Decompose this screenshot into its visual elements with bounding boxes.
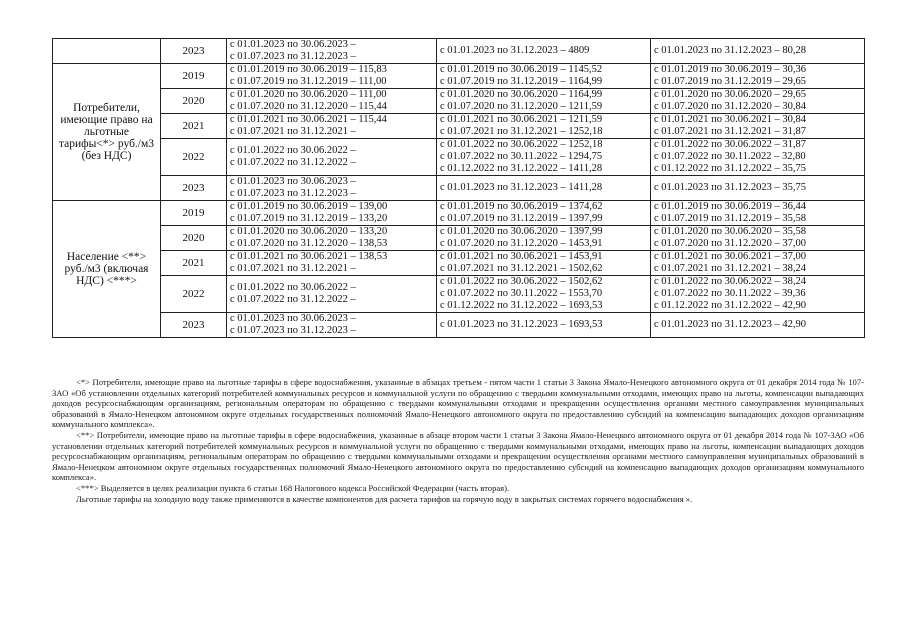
footnote-double-asterisk: <**> Потребители, имеющие право на льготные тарифы в сфере водоснабжения, указанные в абзаце втором части 1 статьи 3 Закона Ямало-Ненецкого автономного округа от 01 декабря 2014 года № 107-ЗАО «Об установлении отдельных категорий потребителей коммунальных ресурсов и коммунальной услуги по обращению с твердыми коммунальными отходами, имеющих право на льготы, компенсации выпадающих доходов ресурсоснабжающим организациям, региональным операторам по обращению с твердыми коммунальными отходами и прекращении осуществления органами местного самоуправления муниципальных образований в Ямало-Ненецком автономном округе отдельных государственных полномочий Ямало-Ненецкого автономного округа по предоставлению субсидий на компенсацию выпадающих доходов организациям коммунального комплекса». [52,429,864,483]
tariff-line: с 01.12.2022 по 31.12.2022 – 1411,28 [440,163,603,174]
tariff-cell-c2 [437,251,651,276]
tariff-cell-c1 [227,114,437,139]
tariff-line: с 01.01.2021 по 30.06.2021 – 138,53 [230,251,388,262]
table-row [53,226,865,251]
tariff-cell-c3 [651,176,865,201]
year-cell: 2020 [161,226,227,251]
tariff-line: с 01.01.2019 по 30.06.2019 – 1145,52 [440,64,603,75]
tariff-line: с 01.07.2019 по 31.12.2019 – 29,65 [654,76,807,87]
table-row [53,114,865,139]
tariff-line: с 01.07.2022 по 31.12.2022 – [230,294,356,305]
table-row [53,251,865,276]
tariff-line: с 01.01.2021 по 30.06.2021 – 37,00 [654,251,807,262]
tariff-cell-c2 [437,39,651,64]
tariff-line: с 01.01.2023 по 30.06.2023 – [230,39,356,50]
tariff-line: с 01.07.2020 по 31.12.2020 – 1453,91 [440,238,603,249]
tariff-line: с 01.07.2021 по 31.12.2021 – 1252,18 [440,126,603,137]
tariff-line: с 01.01.2021 по 30.06.2021 – 1211,59 [440,114,603,125]
tariff-cell-c1 [227,226,437,251]
tariff-line: с 01.07.2020 по 31.12.2020 – 1211,59 [440,101,603,112]
tariff-line: с 01.01.2020 по 30.06.2020 – 1397,99 [440,226,603,237]
tariff-line: с 01.01.2019 по 30.06.2019 – 115,83 [230,64,387,75]
category-cell-continued [53,39,161,64]
tariff-line: с 01.01.2023 по 31.12.2023 – 35,75 [654,182,807,193]
tariff-line: с 01.07.2022 по 30.11.2022 – 1553,70 [440,288,603,299]
table-row [53,64,865,89]
tariff-line: с 01.01.2023 по 31.12.2023 – 42,90 [654,319,807,330]
year-cell: 2022 [161,139,227,176]
tariff-line: с 01.01.2020 по 30.06.2020 – 29,65 [654,89,807,100]
tariff-cell-c2 [437,276,651,313]
year-cell: 2019 [161,64,227,89]
tariff-line: с 01.07.2023 по 31.12.2023 – [230,51,356,62]
year-cell: 2023 [161,313,227,338]
year-cell: 2023 [161,176,227,201]
footnote-single-asterisk: <*> Потребители, имеющие право на льготные тарифы в сфере водоснабжения, указанные в абзацах третьем - пятом части 1 статьи 3 Закона Ямало-Ненецкого автономного округа от 01 декабря 2014 года № 107-ЗАО «Об установлении отдельных категорий потребителей коммунальных ресурсов и коммунальной услуги по обращению с твердыми коммунальными отходами, имеющих право на льготы, компенсации выпадающих доходов ресурсоснабжающим организациям, региональным операторам по обращению с твердыми коммунальными отходами и прекращении осуществления органами местного самоуправления муниципальных образований в Ямало-Ненецком автономном округе отдельных государственных полномочий Ямало-Ненецкого автономного округа по предоставлению субсидий на компенсацию выпадающих доходов организациям коммунального комплекса». [52,377,864,430]
tariff-line: с 01.07.2020 по 31.12.2020 – 138,53 [230,238,388,249]
tariff-cell-c1 [227,39,437,64]
tariff-cell-c1 [227,176,437,201]
tariff-cell-c2 [437,226,651,251]
tariff-cell-c3 [651,39,865,64]
tariff-cell-c1 [227,201,437,226]
tariff-cell-c1 [227,64,437,89]
table-row [53,201,865,226]
category-cell: Потребители, имеющие право на льготные тарифы<*> руб./м3 (без НДС) [53,64,161,201]
tariff-line: с 01.01.2021 по 30.06.2021 – 1453,91 [440,251,603,262]
tariff-cell-c3 [651,201,865,226]
tariff-line: с 01.07.2019 по 31.12.2019 – 1397,99 [440,213,603,224]
table-row [53,139,865,176]
tariff-line: с 01.01.2020 по 30.06.2020 – 1164,99 [440,89,603,100]
tariff-line: с 01.01.2020 по 30.06.2020 – 111,00 [230,89,387,100]
tariff-line: с 01.07.2021 по 31.12.2021 – [230,263,356,274]
tariff-cell-c2 [437,114,651,139]
footnotes [52,377,864,504]
footnote-closing-remark: Льготные тарифы на холодную воду также применяются в качестве компонентов для расчета тарифов на горячую воду в закрытых системах горячего водоснабжения ». [76,493,693,504]
tariff-line: с 01.01.2021 по 30.06.2021 – 30,84 [654,114,807,125]
tariff-line: с 01.12.2022 по 31.12.2022 – 1693,53 [440,300,603,311]
tariff-cell-c2 [437,176,651,201]
table-row [53,276,865,313]
tariff-line: с 01.07.2021 по 31.12.2021 – 1502,62 [440,263,603,274]
tariff-cell-c3 [651,114,865,139]
tariff-line: с 01.07.2023 по 31.12.2023 – [230,325,356,336]
tariff-line: с 01.01.2023 по 31.12.2023 – 80,28 [654,45,807,56]
tariff-cell-c2 [437,64,651,89]
year-cell: 2023 [161,39,227,64]
tariff-line: с 01.07.2019 по 31.12.2019 – 111,00 [230,76,387,87]
tariff-line: с 01.01.2022 по 30.06.2022 – 1252,18 [440,139,603,150]
tariff-line: с 01.07.2022 по 30.11.2022 – 32,80 [654,151,806,162]
tariff-cell-c1 [227,89,437,114]
table-row [53,39,865,64]
tariff-line: с 01.01.2022 по 30.06.2022 – [230,145,356,156]
footnote-triple-asterisk: <***> Выделяется в целях реализации пункта 6 статьи 168 Налогового кодекса Российской Федерации (часть вторая). [76,482,510,493]
tariff-line: с 01.01.2022 по 30.06.2022 – [230,282,356,293]
table-row [53,176,865,201]
tariff-line: с 01.07.2019 по 31.12.2019 – 35,58 [654,213,807,224]
year-cell: 2019 [161,201,227,226]
tariff-line: с 01.01.2022 по 30.06.2022 – 31,87 [654,139,807,150]
tariff-line: с 01.01.2020 по 30.06.2020 – 35,58 [654,226,807,237]
table-row [53,313,865,338]
tariff-line: с 01.07.2022 по 30.11.2022 – 1294,75 [440,151,603,162]
tariff-line: с 01.01.2023 по 31.12.2023 – 4809 [440,45,590,56]
tariff-line: с 01.01.2019 по 30.06.2019 – 36,44 [654,201,807,212]
tariff-line: с 01.07.2019 по 31.12.2019 – 1164,99 [440,76,603,87]
tariff-line: с 01.07.2021 по 31.12.2021 – 31,87 [654,126,807,137]
table-row [53,89,865,114]
tariff-line: с 01.07.2020 по 31.12.2020 – 30,84 [654,101,807,112]
tariff-line: с 01.12.2022 по 31.12.2022 – 35,75 [654,163,807,174]
tariff-cell-c3 [651,276,865,313]
tariff-cell-c3 [651,89,865,114]
tariff-cell-c1 [227,276,437,313]
tariff-line: с 01.01.2021 по 30.06.2021 – 115,44 [230,114,387,125]
tariff-line: с 01.01.2019 по 30.06.2019 – 30,36 [654,64,807,75]
tariff-line: с 01.01.2023 по 30.06.2023 – [230,176,356,187]
tariff-line: с 01.01.2022 по 30.06.2022 – 1502,62 [440,276,603,287]
tariff-cell-c3 [651,313,865,338]
year-cell: 2022 [161,276,227,313]
tariff-line: с 01.01.2022 по 30.06.2022 – 38,24 [654,276,807,287]
tariff-line: с 01.07.2021 по 31.12.2021 – 38,24 [654,263,807,274]
tariff-line: с 01.07.2020 по 31.12.2020 – 37,00 [654,238,807,249]
category-cell: Население <**> руб./м3 (включая НДС) <***> [53,201,161,338]
tariff-line: с 01.07.2019 по 31.12.2019 – 133,20 [230,213,388,224]
tariff-cell-c2 [437,89,651,114]
tariff-line: с 01.07.2022 по 30.11.2022 – 39,36 [654,288,806,299]
tariff-line: с 01.01.2023 по 31.12.2023 – 1693,53 [440,319,603,330]
tariff-cell-c1 [227,251,437,276]
tariff-line: с 01.07.2022 по 31.12.2022 – [230,157,356,168]
tariff-cell-c3 [651,139,865,176]
tariff-line: с 01.01.2023 по 31.12.2023 – 1411,28 [440,182,603,193]
tariff-cell-c3 [651,64,865,89]
tariff-line: с 01.07.2020 по 31.12.2020 – 115,44 [230,101,387,112]
tariff-cell-c2 [437,313,651,338]
year-cell: 2021 [161,251,227,276]
tariff-line: с 01.07.2021 по 31.12.2021 – [230,126,356,137]
tariff-cell-c3 [651,226,865,251]
tariff-line: с 01.01.2019 по 30.06.2019 – 139,00 [230,201,388,212]
tariff-cell-c1 [227,313,437,338]
year-cell: 2021 [161,114,227,139]
tariff-cell-c2 [437,139,651,176]
tariff-table [52,38,865,338]
tariff-cell-c3 [651,251,865,276]
year-cell: 2020 [161,89,227,114]
tariff-line: с 01.01.2019 по 30.06.2019 – 1374,62 [440,201,603,212]
tariff-line: с 01.07.2023 по 31.12.2023 – [230,188,356,199]
tariff-line: с 01.12.2022 по 31.12.2022 – 42,90 [654,300,807,311]
tariff-cell-c1 [227,139,437,176]
tariff-cell-c2 [437,201,651,226]
tariff-line: с 01.01.2023 по 30.06.2023 – [230,313,356,324]
tariff-line: с 01.01.2020 по 30.06.2020 – 133,20 [230,226,388,237]
